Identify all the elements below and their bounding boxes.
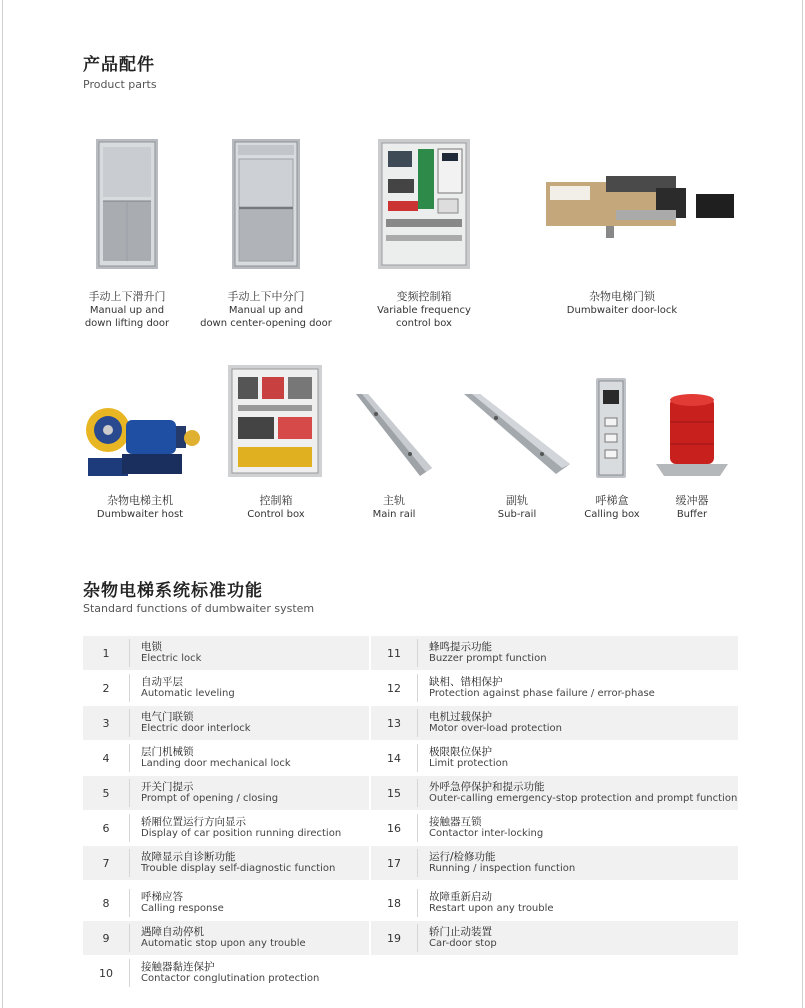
part-name-cn: 手动上下中分门 — [227, 290, 305, 303]
variable-frequency-control-box-image — [378, 139, 470, 269]
functions-section-title: 杂物电梯系统标准功能 — [83, 581, 263, 601]
parts-section-title: 产品配件 — [83, 55, 155, 75]
function-text — [429, 811, 543, 845]
part-name-en: Dumbwaiter host — [96, 509, 184, 520]
function-name-en: Automatic leveling — [141, 688, 235, 699]
part-name-en: Dumbwaiter door-lock — [566, 305, 678, 316]
function-text — [141, 636, 201, 670]
function-number: 4 — [102, 751, 110, 765]
part-name-en: down center-opening door — [200, 318, 332, 329]
column-divider — [417, 779, 418, 807]
column-divider — [129, 814, 130, 842]
function-text — [141, 886, 224, 920]
part-name-en: Variable frequency — [377, 305, 471, 316]
part-name-en: Calling box — [584, 509, 640, 520]
function-row — [83, 636, 369, 670]
function-text — [429, 886, 554, 920]
function-name-en: Trouble display self-diagnostic function — [141, 863, 336, 874]
function-row — [83, 811, 369, 845]
column-divider — [417, 924, 418, 952]
function-row — [83, 741, 369, 775]
parts-section-subtitle: Product parts — [83, 78, 157, 91]
function-number: 17 — [387, 856, 401, 870]
function-row — [371, 811, 738, 845]
function-name-cn: 缺相、错相保护 — [429, 676, 503, 688]
function-row — [83, 706, 369, 740]
column-divider — [417, 849, 418, 877]
part-caption — [196, 290, 336, 330]
function-text — [141, 776, 278, 810]
column-divider — [129, 959, 130, 987]
function-text — [141, 921, 306, 955]
part-name-cn: 变频控制箱 — [396, 290, 452, 303]
part-name-cn: 杂物电梯门锁 — [589, 290, 655, 303]
page-border-left — [2, 0, 3, 1008]
column-divider — [417, 709, 418, 737]
function-name-cn: 接触器互锁 — [429, 816, 482, 828]
buffer-image — [654, 392, 730, 478]
column-divider — [417, 744, 418, 772]
function-row — [83, 671, 369, 705]
function-number: 9 — [102, 931, 110, 945]
part-name-en: Sub-rail — [497, 509, 537, 520]
function-text — [429, 636, 547, 670]
part-name-cn: 主轨 — [383, 494, 405, 507]
main-rail-image — [352, 392, 434, 478]
function-name-en: Prompt of opening / closing — [141, 793, 279, 804]
function-name-cn: 外呼急停保护和提示功能 — [429, 781, 545, 793]
function-name-cn: 开关门提示 — [141, 781, 194, 793]
column-divider — [129, 849, 130, 877]
part-caption — [66, 290, 188, 330]
sub-rail-image — [462, 392, 572, 478]
function-row — [371, 671, 738, 705]
function-text — [141, 846, 335, 880]
part-name-cn: 缓冲器 — [675, 494, 709, 507]
function-name-cn: 呼梯应答 — [141, 891, 183, 903]
function-row — [371, 776, 738, 810]
part-caption — [86, 494, 194, 521]
column-divider — [417, 889, 418, 917]
function-number: 15 — [387, 786, 401, 800]
function-row — [83, 886, 369, 920]
calling-box-image — [596, 378, 626, 478]
part-name-cn: 副轨 — [506, 494, 528, 507]
part-name-en: Manual up and — [228, 305, 304, 316]
function-number: 8 — [102, 896, 110, 910]
function-text — [141, 811, 341, 845]
function-row — [371, 921, 738, 955]
dumbwaiter-host-image — [82, 406, 200, 478]
part-caption — [578, 494, 646, 521]
function-name-en: Running / inspection function — [429, 863, 576, 874]
function-name-en: Outer-calling emergency-stop protection and prompt function — [429, 793, 738, 804]
function-number: 5 — [102, 786, 110, 800]
function-row — [371, 636, 738, 670]
function-number: 6 — [102, 821, 110, 835]
function-number: 2 — [102, 681, 110, 695]
part-name-en: Main rail — [372, 509, 416, 520]
part-caption — [488, 494, 546, 521]
part-caption — [236, 494, 316, 521]
function-name-en: Contactor inter-locking — [429, 828, 544, 839]
function-name-cn: 蜂鸣提示功能 — [429, 641, 492, 653]
function-name-en: Display of car position running direction — [141, 828, 342, 839]
function-name-cn: 运行/检修功能 — [429, 851, 496, 863]
function-name-en: Electric door interlock — [141, 723, 251, 734]
function-name-en: Protection against phase failure / error-phase — [429, 688, 655, 699]
function-row — [371, 706, 738, 740]
function-name-en: Automatic stop upon any trouble — [141, 938, 306, 949]
function-name-cn: 电机过载保护 — [429, 711, 492, 723]
function-number: 12 — [387, 681, 401, 695]
part-name-cn: 控制箱 — [259, 494, 293, 507]
part-name-en: control box — [396, 318, 452, 329]
part-name-cn: 呼梯盒 — [595, 494, 629, 507]
part-name-en: down lifting door — [84, 318, 170, 329]
part-caption — [664, 494, 720, 521]
column-divider — [129, 744, 130, 772]
part-name-cn: 杂物电梯主机 — [107, 494, 173, 507]
control-box-image — [228, 365, 322, 477]
function-name-cn: 层门机械锁 — [141, 746, 194, 758]
column-divider — [129, 924, 130, 952]
function-name-cn: 电气门联锁 — [141, 711, 194, 723]
function-name-cn: 遇障自动停机 — [141, 926, 204, 938]
function-row — [371, 846, 738, 880]
function-number: 11 — [387, 646, 401, 660]
function-row — [83, 776, 369, 810]
function-row — [83, 846, 369, 880]
column-divider — [129, 779, 130, 807]
column-divider — [129, 639, 130, 667]
lifting-door-image — [96, 139, 158, 269]
part-caption — [364, 290, 484, 330]
function-number: 1 — [102, 646, 110, 660]
functions-section-subtitle: Standard functions of dumbwaiter system — [83, 602, 315, 615]
function-name-en: Limit protection — [429, 758, 509, 769]
column-divider — [417, 674, 418, 702]
function-number: 7 — [102, 856, 110, 870]
part-name-en: Buffer — [676, 509, 708, 520]
function-name-cn: 故障重新启动 — [429, 891, 492, 903]
function-name-en: Calling response — [141, 903, 224, 914]
function-name-cn: 接触器黏连保护 — [141, 961, 215, 973]
column-divider — [417, 639, 418, 667]
function-number: 10 — [99, 966, 113, 980]
function-name-en: Contactor conglutination protection — [141, 973, 320, 984]
function-name-en: Electric lock — [141, 653, 202, 664]
function-text — [429, 776, 737, 810]
part-caption — [556, 290, 688, 317]
function-number: 18 — [387, 896, 401, 910]
function-text — [429, 671, 655, 705]
center-opening-door-image — [232, 139, 300, 269]
function-name-en: Buzzer prompt function — [429, 653, 547, 664]
function-text — [429, 741, 508, 775]
function-number: 16 — [387, 821, 401, 835]
function-name-cn: 电锁 — [141, 641, 162, 653]
column-divider — [129, 674, 130, 702]
column-divider — [417, 814, 418, 842]
function-row — [83, 956, 369, 990]
function-number: 14 — [387, 751, 401, 765]
part-caption — [360, 494, 428, 521]
part-name-en: Manual up and — [89, 305, 165, 316]
function-row — [371, 886, 738, 920]
function-name-cn: 轿厢位置运行方向显示 — [141, 816, 246, 828]
function-text — [429, 921, 497, 955]
function-row — [371, 741, 738, 775]
function-text — [141, 706, 251, 740]
function-name-cn: 轿门止动装置 — [429, 926, 492, 938]
function-text — [141, 956, 319, 990]
function-name-en: Landing door mechanical lock — [141, 758, 291, 769]
function-name-en: Car-door stop — [429, 938, 497, 949]
function-name-cn: 极限限位保护 — [429, 746, 492, 758]
part-name-cn: 手动上下滑升门 — [88, 290, 166, 303]
function-name-en: Restart upon any trouble — [429, 903, 554, 914]
part-name-en: Control box — [247, 509, 305, 520]
page-border-right — [802, 0, 803, 1008]
function-number: 3 — [102, 716, 110, 730]
function-name-en: Motor over-load protection — [429, 723, 562, 734]
column-divider — [129, 889, 130, 917]
function-text — [141, 671, 235, 705]
function-number: 13 — [387, 716, 401, 730]
function-row — [83, 921, 369, 955]
function-number: 19 — [387, 931, 401, 945]
function-text — [429, 706, 562, 740]
function-text — [429, 846, 575, 880]
function-name-cn: 自动平层 — [141, 676, 183, 688]
function-name-cn: 故障显示自诊断功能 — [141, 851, 236, 863]
column-divider — [129, 709, 130, 737]
function-text — [141, 741, 291, 775]
door-lock-image — [546, 176, 738, 238]
